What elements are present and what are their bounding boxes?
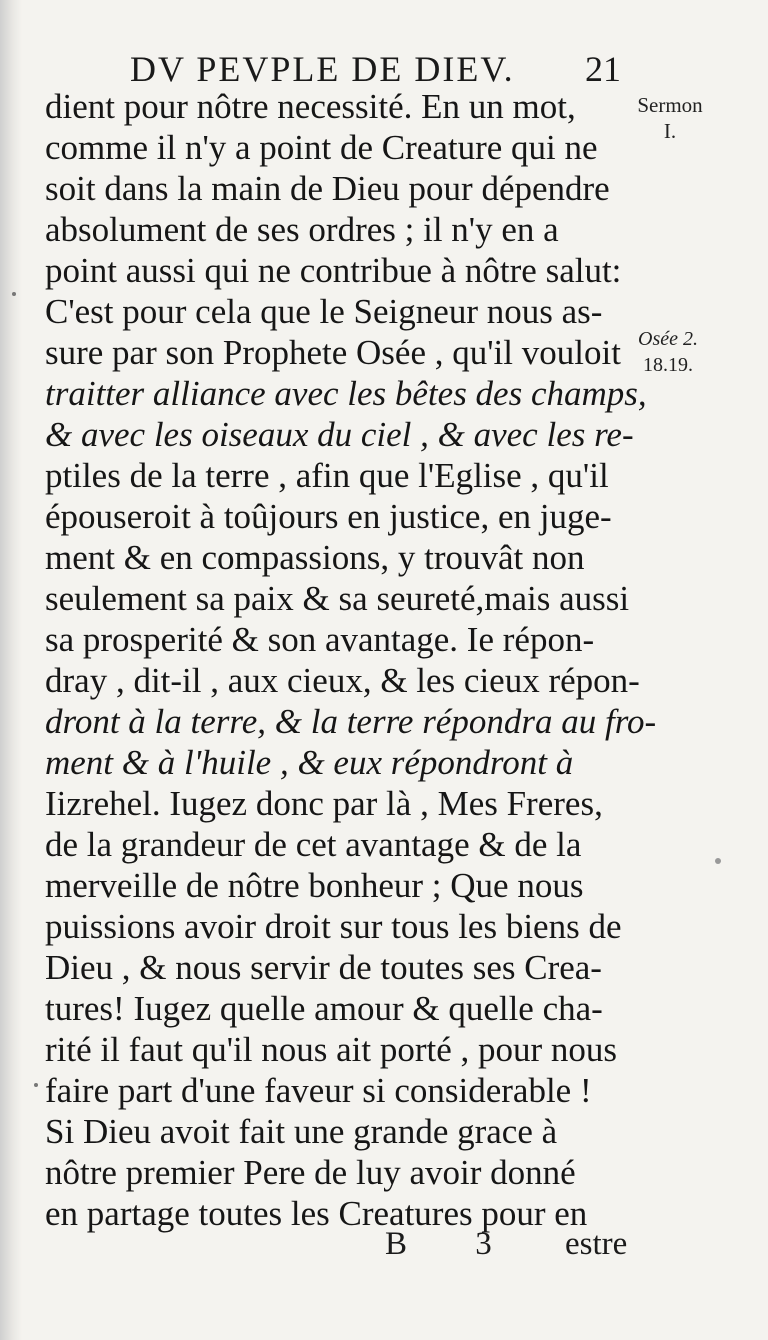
text-line: merveille de nôtre bonheur ; Que nous bbox=[45, 866, 584, 905]
text-line: faire part d'une faveur si considerable ! bbox=[45, 1071, 592, 1110]
page-footer bbox=[0, 1226, 768, 1276]
reference-verse: 18.19. bbox=[643, 354, 693, 376]
text-line: de la grandeur de cet avantage & de la bbox=[45, 825, 582, 864]
text-line: traitter alliance avec les bêtes des champs, bbox=[45, 374, 647, 413]
sermon-label: Sermon bbox=[637, 93, 703, 117]
signature-mark: B 3 bbox=[385, 1226, 522, 1262]
ink-speck bbox=[715, 858, 721, 864]
sermon-number: I. bbox=[663, 119, 677, 143]
text-line: Iizrehel. Iugez donc par là , Mes Freres, bbox=[45, 784, 603, 823]
page-number: 21 bbox=[585, 49, 621, 89]
ink-speck bbox=[34, 1083, 38, 1087]
text-line: épouseroit à toûjours en justice, en juge- bbox=[45, 497, 612, 536]
text-line: en partage toutes les Creatures pour en bbox=[45, 1194, 588, 1233]
text-line: Dieu , & nous servir de toutes ses Crea- bbox=[45, 948, 602, 987]
text-line: seulement sa paix & sa seureté,mais aussi bbox=[45, 579, 630, 618]
text-line: absolument de ses ordres ; il n'y en a bbox=[45, 210, 559, 249]
text-line: nôtre premier Pere de luy avoir donné bbox=[45, 1153, 576, 1192]
margin-note-scripture-reference bbox=[630, 326, 706, 378]
reference-book: Osée 2. bbox=[638, 328, 698, 350]
text-line: ptiles de la terre , afin que l'Eglise , qu'il bbox=[45, 456, 609, 495]
margin-note-sermon bbox=[630, 92, 710, 144]
text-line: C'est pour cela que le Seigneur nous as- bbox=[45, 292, 603, 331]
ink-speck bbox=[12, 292, 16, 296]
body-text bbox=[45, 86, 657, 1234]
text-line: point aussi qui ne contribue à nôtre salut: bbox=[45, 251, 622, 290]
text-line: Si Dieu avoit fait une grande grace à bbox=[45, 1112, 558, 1151]
running-title: DV PEVPLE DE DIEV. bbox=[130, 49, 515, 89]
text-line: tures! Iugez quelle amour & quelle cha- bbox=[45, 989, 603, 1028]
text-line: dray , dit-il , aux cieux, & les cieux répon- bbox=[45, 661, 640, 700]
text-line: sure par son Prophete Osée , qu'il vouloit bbox=[45, 333, 621, 372]
catchword: estre bbox=[565, 1226, 628, 1262]
text-line: sa prosperité & son avantage. Ie répon- bbox=[45, 620, 595, 659]
text-line: & avec les oiseaux du ciel , & avec les re- bbox=[45, 415, 634, 454]
text-line: dient pour nôtre necessité. En un mot, bbox=[45, 87, 576, 126]
text-line: puissions avoir droit sur tous les biens de bbox=[45, 907, 622, 946]
text-line: comme il n'y a point de Creature qui ne bbox=[45, 128, 598, 167]
text-line: dront à la terre, & la terre répondra au fro- bbox=[45, 702, 657, 741]
text-line: ment & à l'huile , & eux répondront à bbox=[45, 743, 574, 782]
text-line: soit dans la main de Dieu pour dépendre bbox=[45, 169, 610, 208]
page-gutter-edge bbox=[0, 0, 22, 1340]
text-line: rité il faut qu'il nous ait porté , pour nous bbox=[45, 1030, 618, 1069]
text-line: ment & en compassions, y trouvât non bbox=[45, 538, 585, 577]
